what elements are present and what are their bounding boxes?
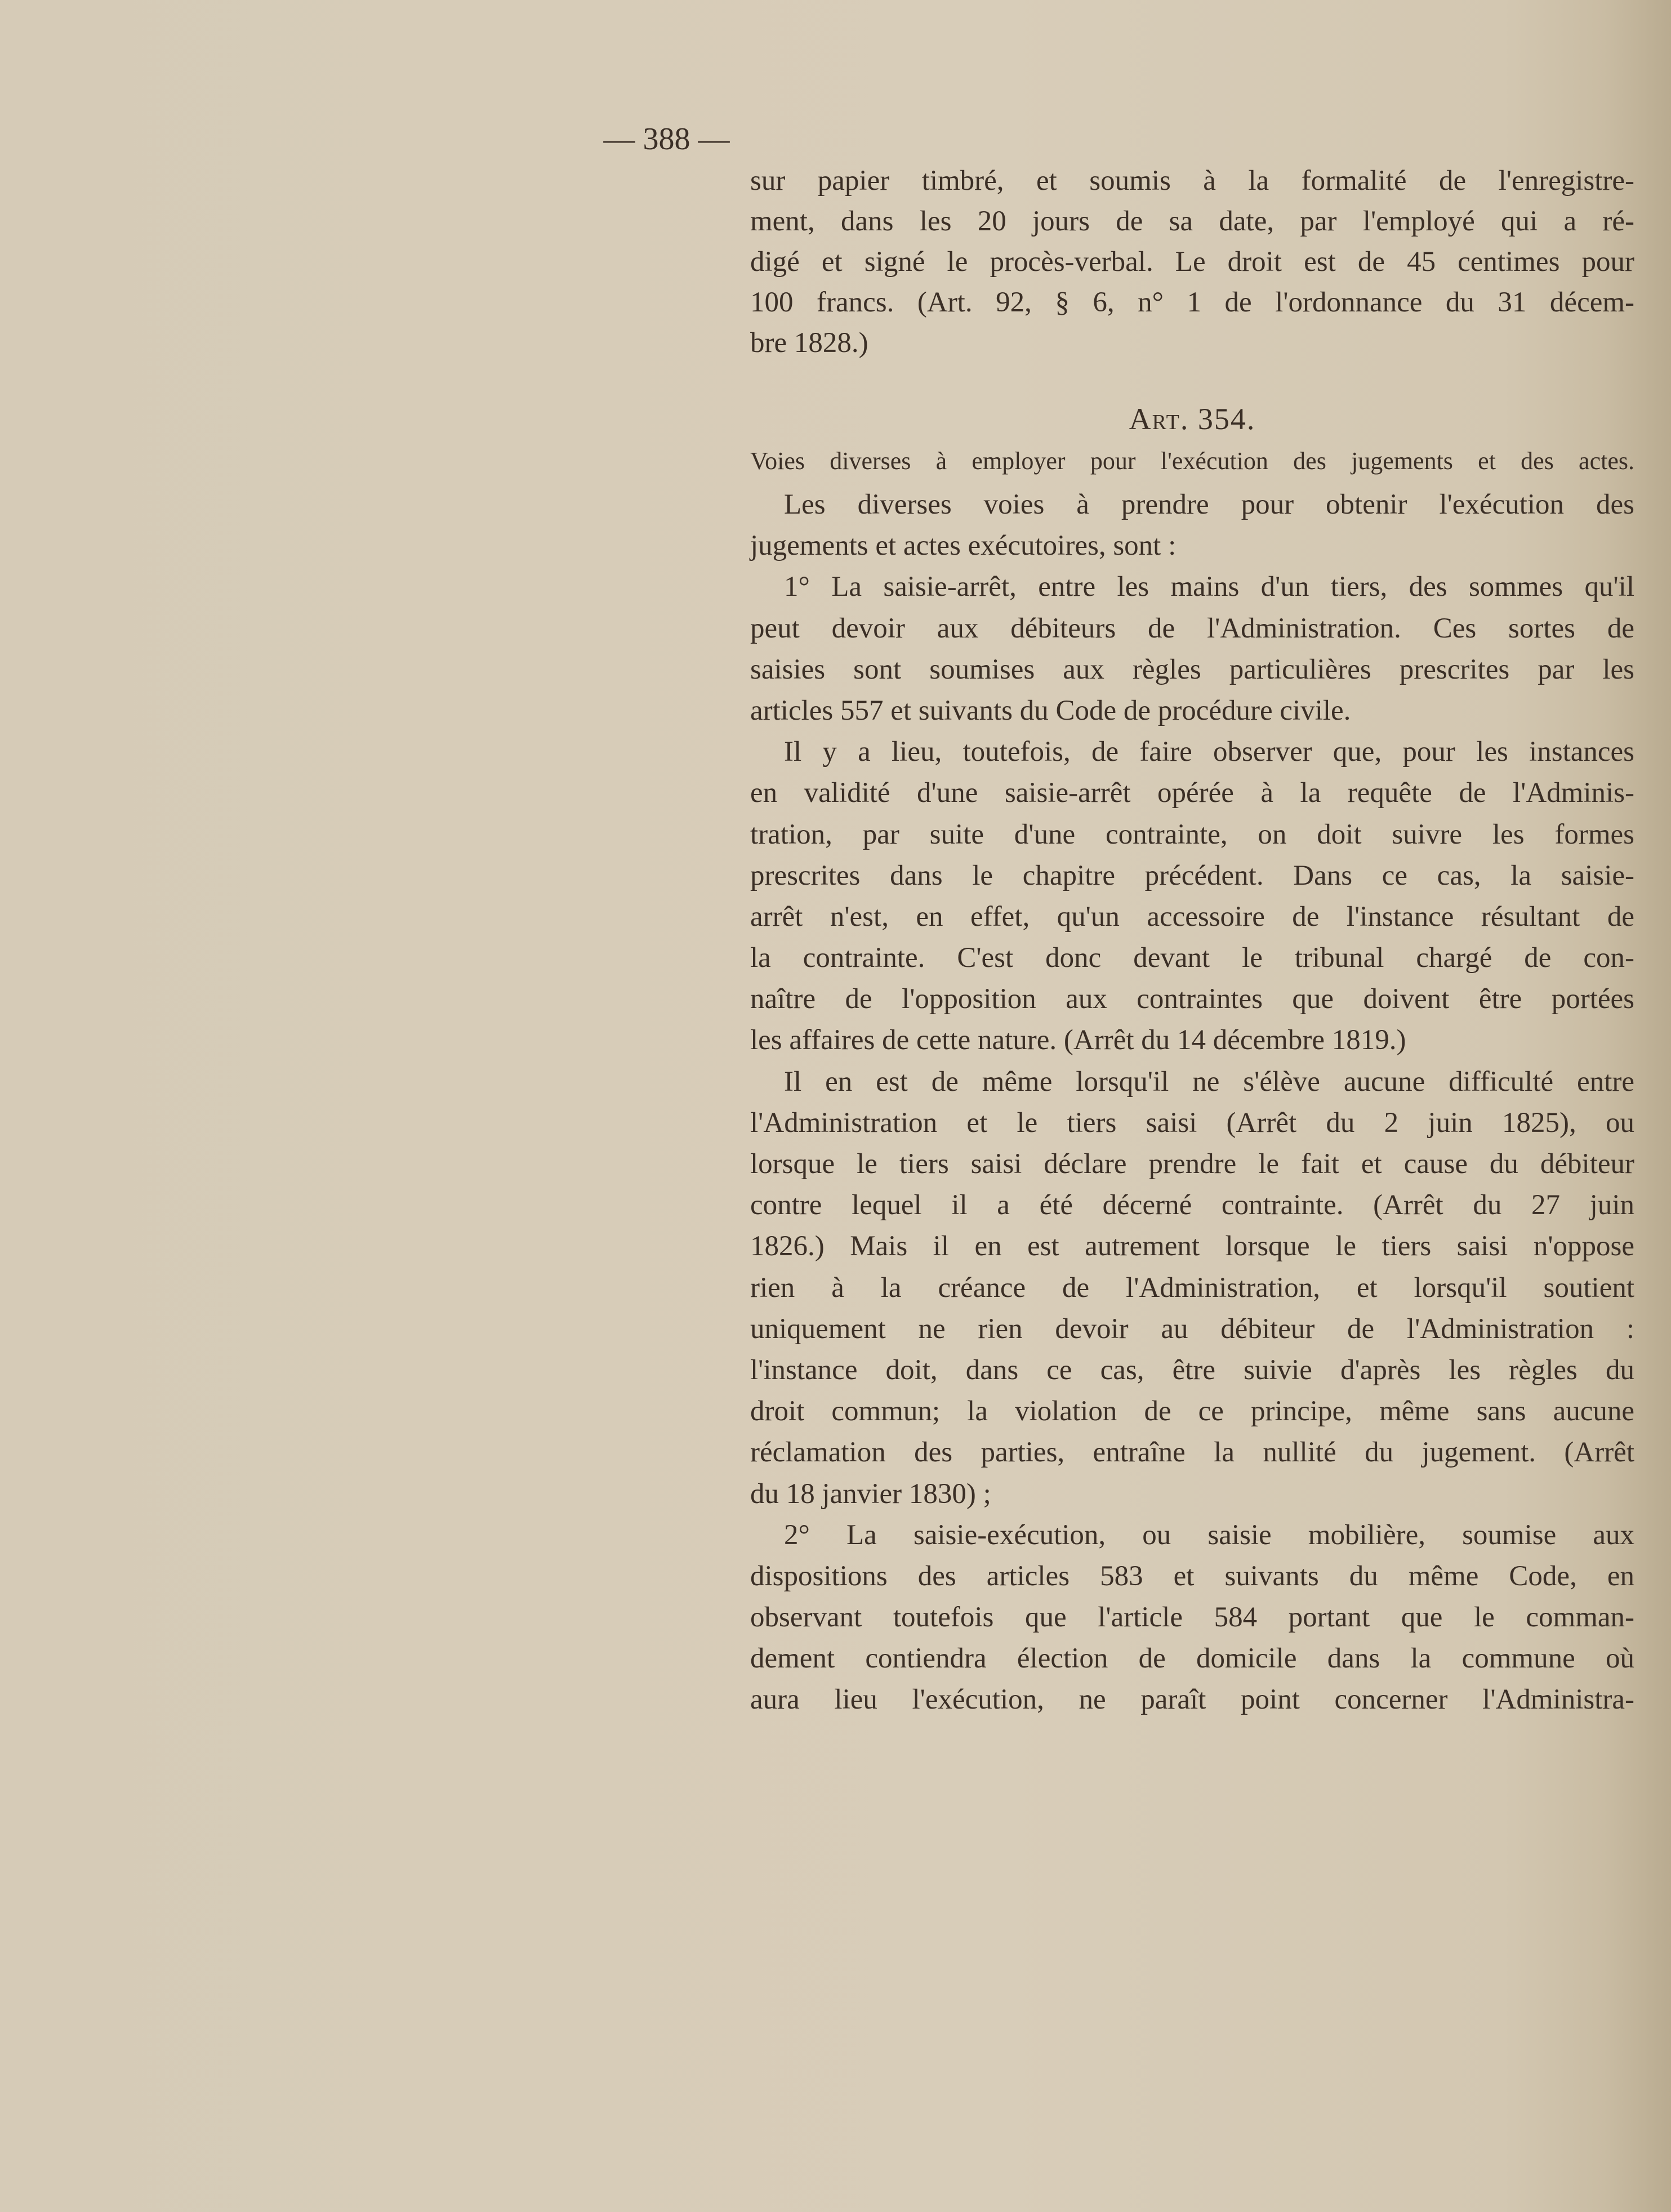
text-line: du 18 janvier 1830) ; [750,1478,991,1510]
page-number [0,121,1671,157]
text-line: bre 1828.) [750,327,868,359]
text-line: articles 557 et suivants du Code de procédure civile. [750,694,1351,726]
text-line: naître de l'opposition aux contraintes que doivent être portées [750,983,1634,1015]
text-line: rien à la créance de l'Administration, et lorsqu'il soutient [750,1272,1634,1304]
page-number-text: — 388 — [603,122,730,157]
text-line: réclamation des parties, entraîne la nullité du jugement. (Arrêt [750,1437,1634,1469]
text-line: jugements et actes exécutoires, sont : [750,530,1177,562]
text-line: 1° La saisie-arrêt, entre les mains d'un tiers, des sommes qu'il [784,571,1634,603]
text-line: Il en est de même lorsqu'il ne s'élève aucune difficulté entre [784,1065,1634,1098]
text-line: saisies sont soumises aux règles particulières prescrites par les [750,653,1634,685]
text-line: lorsque le tiers saisi déclare prendre le fait et cause du débiteur [750,1148,1634,1180]
text-line: peut devoir aux débiteurs de l'Administration. Ces sortes de [750,612,1634,644]
text-line: dispositions des articles 583 et suivants du même Code, en [750,1560,1634,1592]
text-line: ment, dans les 20 jours de sa date, par l'employé qui a ré- [750,206,1634,237]
text-line: contre lequel il a été décerné contrainte. (Arrêt du 27 juin [750,1189,1634,1221]
text-line: Il y a lieu, toutefois, de faire observer que, pour les instances [784,736,1634,768]
text-line: sur papier timbré, et soumis à la formalité de l'enregistre- [750,165,1634,197]
text-line: l'instance doit, dans ce cas, être suivie d'après les règles du [750,1354,1634,1386]
text-line: uniquement ne rien devoir au débiteur de l'Administration : [750,1313,1634,1345]
text-line: les affaires de cette nature. (Arrêt du 14 décembre 1819.) [750,1024,1406,1056]
paragraph-continuation [750,160,1634,363]
text-line: 1826.) Mais il en est autrement lorsque le tiers saisi n'oppose [750,1230,1634,1263]
text-line: tration, par suite d'une contrainte, on doit suivre les formes [750,818,1634,850]
text-line: 2° La saisie-exécution, ou saisie mobilière, soumise aux [784,1519,1634,1551]
text-line: prescrites dans le chapitre précédent. Dans ce cas, la saisie- [750,859,1634,891]
text-line: aura lieu l'exécution, ne paraît point concerner l'Administra- [750,1684,1634,1716]
text-line: la contrainte. C'est donc devant le tribunal chargé de con- [750,942,1634,974]
text-line: digé et signé le procès-verbal. Le droit est de 45 centimes pour [750,246,1634,278]
text-line: l'Administration et le tiers saisi (Arrêt du 2 juin 1825), ou [750,1107,1634,1139]
text-line: 100 francs. (Art. 92, § 6, n° 1 de l'ordonnance du 31 décem- [750,287,1634,318]
text-line: droit commun; la violation de ce principe, même sans aucune [750,1395,1634,1428]
article-subtitle: Voies diverses à employer pour l'exécution des jugements et des actes. [750,447,1634,475]
article-heading: Art. 354. [1129,402,1256,436]
article-body [750,484,1634,1721]
text-line: arrêt n'est, en effet, qu'un accessoire de l'instance résultant de [750,900,1634,933]
text-line: dement contiendra élection de domicile dans la commune où [750,1643,1634,1675]
text-line: Les diverses voies à prendre pour obtenir l'exécution des [784,489,1634,520]
text-line: observant toutefois que l'article 584 portant que le comman- [750,1602,1634,1634]
text-line: en validité d'une saisie-arrêt opérée à la requête de l'Adminis- [750,777,1634,809]
